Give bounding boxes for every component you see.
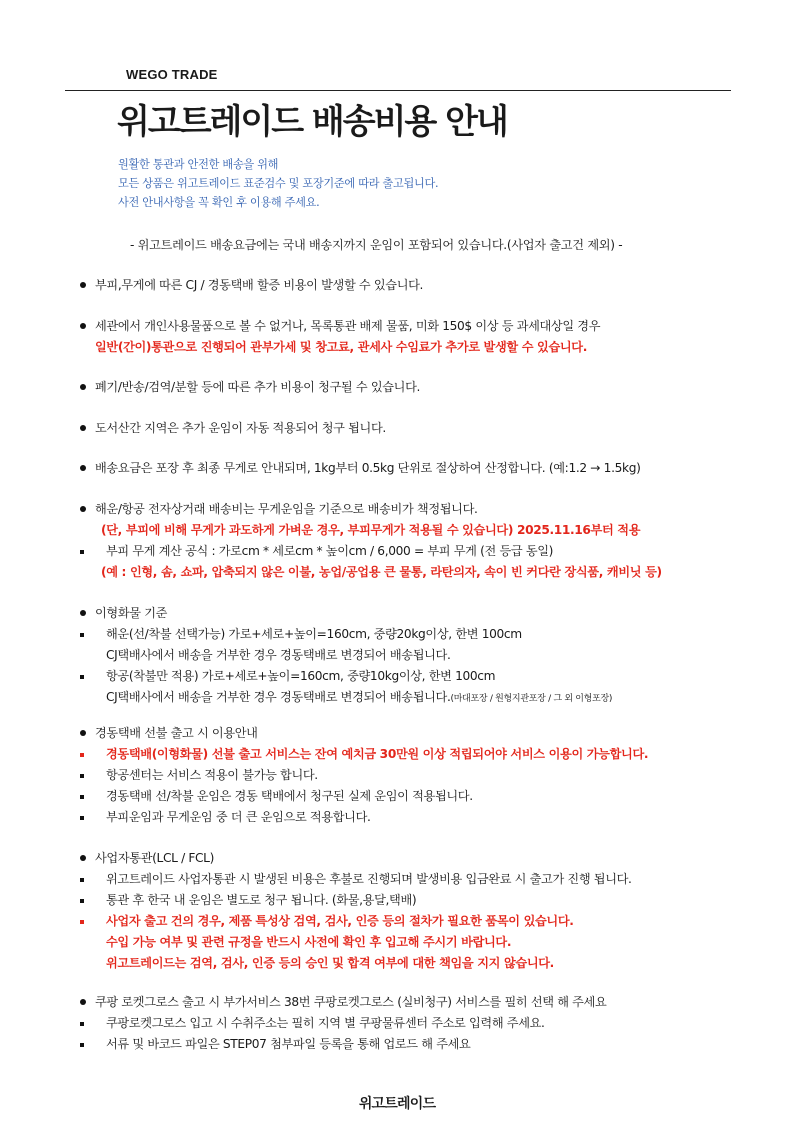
guide-text: 이형화물 기준: [95, 606, 168, 620]
guide-text: 위고트레이드 사업자통관 시 발생된 비용은 후불로 진행되며 발생비용 입금완료 시 출고가 진행 됩니다.: [106, 872, 632, 886]
intro-line: 모든 상품은 위고트레이드 표준검수 및 포장기준에 따라 출고됩니다.: [118, 177, 439, 190]
guide-item-irregular-cargo: [80, 603, 720, 708]
shipping-fee-notice: - 위고트레이드 배송요금에는 국내 배송지까지 운임이 포함되어 있습니다.(사업자 출고건 제외) -: [130, 238, 623, 252]
sub-bullet: [80, 899, 84, 903]
bullet-dot: [80, 323, 86, 329]
sub-bullet: [80, 1022, 84, 1026]
header-divider: [65, 90, 731, 91]
guide-warning: (예 : 인형, 솜, 쇼파, 압축되지 않은 이불, 농업/공업용 큰 물통, 라탄의자, 속이 빈 커다란 장식품, 캐비닛 등): [101, 565, 662, 579]
sub-bullet: [80, 774, 84, 778]
sub-bullet: [80, 675, 84, 679]
guide-item-customs: [80, 316, 720, 358]
guide-warning: (단, 부피에 비해 무게가 과도하게 가벼운 경우, 부피무게가 적용될 수 있습니다) 2025.11.16부터 적용: [101, 523, 641, 537]
bullet-dot: [80, 610, 86, 616]
bullet-dot: [80, 282, 86, 288]
guide-warning: 수입 가능 여부 및 관련 규정을 반드시 사전에 확인 후 입고해 주시기 바랍니다.: [106, 935, 512, 949]
guide-text: CJ택배사에서 배송을 거부한 경우 경동택배로 변경되어 배송됩니다.: [106, 690, 451, 704]
guide-text: 항공센터는 서비스 적용이 불가능 합니다.: [106, 768, 318, 782]
sub-bullet: [80, 1043, 84, 1047]
bullet-dot: [80, 465, 86, 471]
intro-line: 사전 안내사항을 꼭 확인 후 이용해 주세요.: [118, 196, 320, 209]
guide-warning: 사업자 출고 건의 경우, 제품 특성상 검역, 검사, 인증 등의 절차가 필요한 품목이 있습니다.: [106, 914, 574, 928]
guide-item-kyungdong-prepaid: [80, 723, 720, 828]
guide-text: CJ택배사에서 배송을 거부한 경우 경동택배로 변경되어 배송됩니다.: [106, 648, 451, 662]
bullet-dot: [80, 384, 86, 390]
sub-bullet: [80, 753, 84, 757]
air-criteria: 항공(착불만 적용) 가로+세로+높이=160cm, 중량10kg이상, 한변 100cm: [106, 669, 496, 683]
guide-item-business-clearance: [80, 848, 720, 974]
guide-item-coupang-rocket-growth: [80, 992, 720, 1055]
page-title: 위고트레이드 배송비용 안내: [117, 102, 507, 142]
guide-text: 서류 및 바코드 파일은 STEP07 첨부파일 등록을 통해 업로드 해 주세요: [106, 1037, 471, 1051]
sub-bullet: [80, 878, 84, 882]
guide-warning: 일반(간이)통관으로 진행되어 관부가세 및 창고료, 관세사 수임료가 추가로 발생할 수 있습니다.: [95, 340, 588, 354]
sub-bullet: [80, 795, 84, 799]
guide-item-weight-rate: [80, 499, 720, 583]
guide-item-extra-cost: [80, 377, 720, 398]
footer-brand: 위고트레이드: [358, 1096, 436, 1112]
guide-text: 부피운임과 무게운임 중 더 큰 운임으로 적용합니다.: [106, 810, 371, 824]
guide-text: 부피,무게에 따른 CJ / 경동택배 할증 비용이 발생할 수 있습니다.: [95, 278, 424, 292]
guide-text: 도서산간 지역은 추가 운임이 자동 적용되어 청구 됩니다.: [95, 421, 386, 435]
sub-bullet: [80, 816, 84, 820]
guide-warning: 경동택배(이형화물) 선불 출고 서비스는 잔여 예치금 30만원 이상 적립되어야 서비스 이용이 가능합니다.: [106, 747, 649, 761]
sea-criteria: 해운(선/착불 선택가능) 가로+세로+높이=160cm, 중량20kg이상, 한변 100cm: [106, 627, 522, 641]
guide-text: 배송요금은 포장 후 최종 무게로 안내되며, 1kg부터 0.5kg 단위로 절상하여 산정합니다. (예:1.2 → 1.5kg): [95, 461, 641, 475]
guide-text: 쿠팡로켓그로스 입고 시 수취주소는 필히 지역 별 쿠팡물류센터 주소로 입력해 주세요.: [106, 1016, 545, 1030]
bullet-dot: [80, 730, 86, 736]
guide-item-surcharge: [80, 275, 720, 296]
guide-text: 사업자통관(LCL / FCL): [95, 851, 215, 865]
brand-name: WEGO TRADE: [126, 67, 218, 82]
sub-bullet: [80, 633, 84, 637]
bullet-dot: [80, 999, 86, 1005]
guide-item-fee-rounding: [80, 458, 720, 479]
packaging-note: (마대포장 / 원형지관포장 / 그 외 이형포장): [450, 694, 613, 704]
guide-text: 경동택배 선/착불 운임은 경동 택배에서 청구된 실제 운임이 적용됩니다.: [106, 789, 473, 803]
formula-text: 부피 무게 계산 공식 : 가로cm * 세로cm * 높이cm / 6,000 = 부피 무게 (전 등급 동일): [106, 544, 554, 558]
guide-text: 세관에서 개인사용물품으로 볼 수 없거나, 목록통관 배제 물품, 미화 150$ 이상 등 과세대상일 경우: [95, 319, 601, 333]
intro-text: [118, 155, 438, 212]
sub-bullet: [80, 920, 84, 924]
guide-item-remote-area: [80, 418, 720, 439]
bullet-dot: [80, 855, 86, 861]
sub-bullet: [80, 550, 84, 554]
guide-text: 경동택배 선불 출고 시 이용안내: [95, 726, 258, 740]
guide-text: 해운/항공 전자상거래 배송비는 무게운임을 기준으로 배송비가 책정됩니다.: [95, 502, 478, 516]
guide-text: 쿠팡 로켓그로스 출고 시 부가서비스 38번 쿠팡로켓그로스 (실비청구) 서비스를 필히 선택 해 주세요: [95, 995, 607, 1009]
bullet-dot: [80, 425, 86, 431]
intro-line: 원활한 통관과 안전한 배송을 위해: [118, 158, 279, 171]
bullet-dot: [80, 506, 86, 512]
guide-warning: 위고트레이드는 검역, 검사, 인증 등의 승인 및 합격 여부에 대한 책임을 지지 않습니다.: [106, 956, 554, 970]
guide-text: 통관 후 한국 내 운임은 별도로 청구 됩니다. (화물,용달,택배): [106, 893, 417, 907]
guide-text: 폐기/반송/검역/분할 등에 따른 추가 비용이 청구될 수 있습니다.: [95, 380, 421, 394]
